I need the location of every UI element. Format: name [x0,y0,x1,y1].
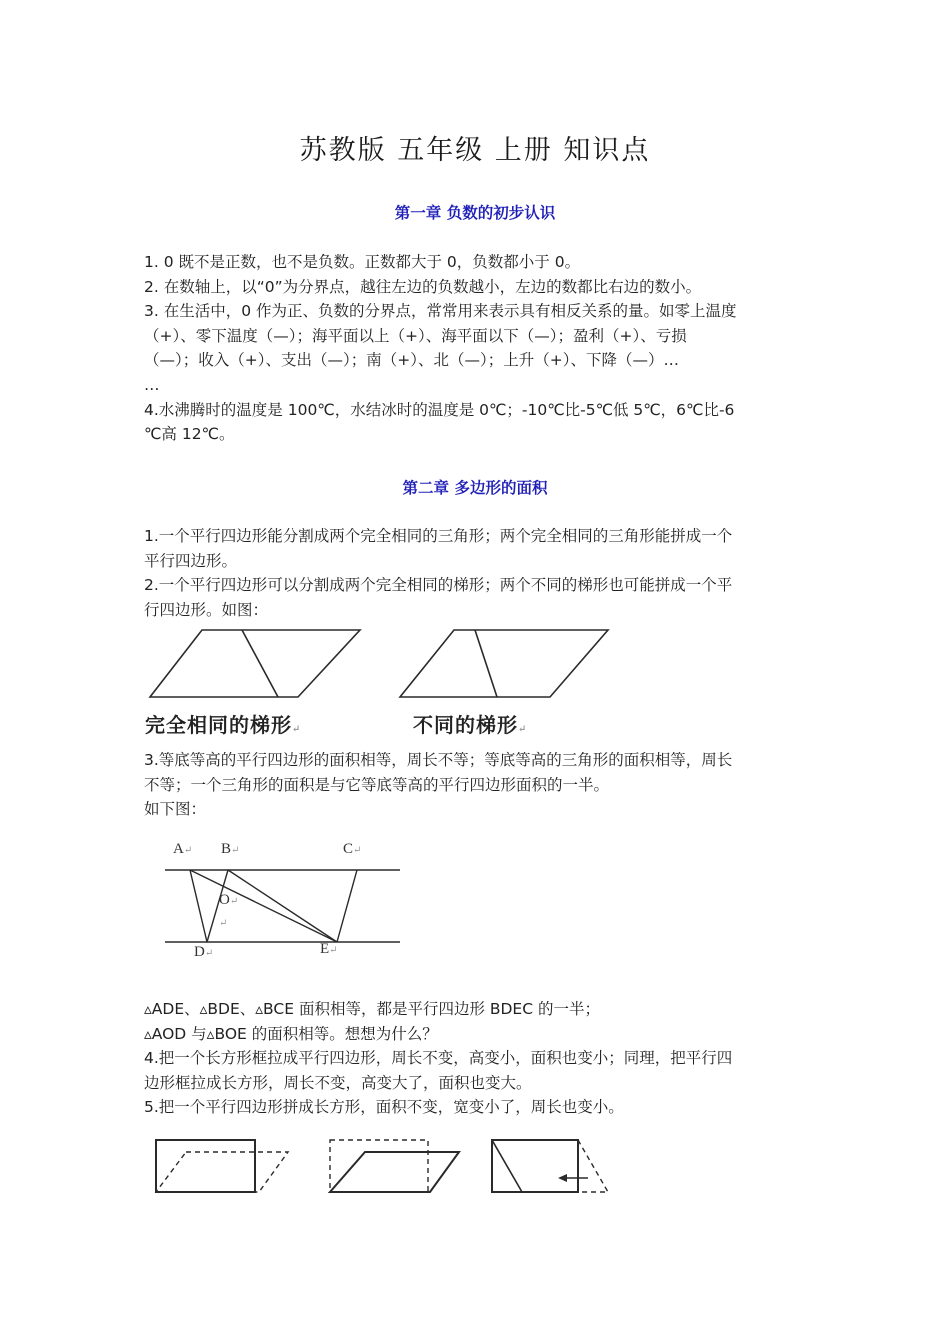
rectangle-3 [492,1140,578,1192]
dashed-parallelogram-1 [156,1152,288,1192]
point-label-O: O↵ [219,892,239,908]
chapter-2-body-2 [144,748,806,822]
chapter-2-body-3 [144,997,806,1120]
segment-BE [228,870,337,942]
page-title: 苏教版 五年级 上册 知识点 [299,135,651,166]
point-label-A: A↵ [173,841,193,857]
text-line: 不等；一个三角形的面积是与它等底等高的平行四边形面积的一半。 [144,775,610,794]
chapter-1-heading: 第一章 负数的初步认识 [394,204,556,222]
split-line-right [475,630,497,697]
point-label-C: C↵ [343,841,362,857]
rectangle-parallelogram-figure [150,1132,620,1202]
parallelogram-2 [330,1152,459,1192]
text-line: 4.把一个长方形框拉成平行四边形，周长不变，高变小，面积也变小；同理，把平行四 [144,1049,733,1068]
chapter-2-heading: 第二章 多边形的面积 [402,479,548,497]
point-label-D: D↵ [194,944,214,960]
text-line: 4.水沸腾时的温度是 100℃，水结冰时的温度是 0℃；-10℃比-5℃低 5℃，6℃比-6 [144,400,735,419]
text-line: 行四边形。如图： [144,600,269,619]
segment-AD [190,870,207,942]
text-line: 边形框拉成长方形，周长不变，高变大了，面积也变大。 [144,1073,532,1092]
split-line-left [242,630,278,697]
parallelogram-right [400,630,608,697]
text-line: ℃高 12℃。 [144,425,235,444]
point-label-B: B↵ [221,841,240,857]
return-mark: ↵ [219,918,228,929]
text-line: 5.把一个平行四边形拼成长方形，面积不变，宽变小了，周长也变小。 [144,1098,624,1117]
dashed-rectangle-2 [330,1140,428,1192]
point-label-E: E↵ [320,941,338,957]
chapter-2-body-1 [144,524,806,622]
triangle-area-figure [160,862,410,952]
arrow-left-icon [558,1174,567,1182]
text-line: 1.一个平行四边形能分割成两个完全相同的三角形；两个完全相同的三角形能拼成一个 [144,527,733,545]
text-line: ▵ADE、▵BDE、▵BCE 面积相等，都是平行四边形 BDEC 的一半； [144,1000,600,1018]
text-line: 2.一个平行四边形可以分割成两个完全相同的梯形；两个不同的梯形也可能拼成一个平 [144,576,733,595]
figure-caption-different: 不同的梯形↵ [413,713,528,737]
trapezoid-figure [140,622,620,707]
segment-CE [337,870,357,942]
chapter-1-body [144,250,806,447]
text-line: （+）、零下温度（—）；海平面以上（+）、海平面以下（—）；盈利（+）、亏损 [144,326,687,345]
cut-line-3 [492,1140,522,1192]
text-line: ▵AOD 与▵BOE 的面积相等。想想为什么？ [144,1024,438,1043]
figure-caption-same: 完全相同的梯形↵ [145,713,302,737]
text-line: … [144,375,160,394]
dashed-triangle-3 [578,1140,608,1192]
text-line: 1. 0 既不是正数，也不是负数。正数都大于 0，负数都小于 0。 [144,253,581,271]
text-line: （—）；收入（+）、支出（—）；南（+）、北（—）；上升（+）、下降（—）… [144,351,679,370]
rectangle-1 [156,1140,255,1192]
text-line: 2. 在数轴上，以“0”为分界点，越往左边的负数越小，左边的数都比右边的数小。 [144,277,702,296]
text-line: 如下图： [144,800,207,819]
text-line: 平行四边形。 [144,551,238,570]
segment-AE [190,870,337,942]
text-line: 3.等底等高的平行四边形的面积相等，周长不等；等底等高的三角形的面积相等，周长 [144,751,733,769]
parallelogram-left [150,630,360,697]
text-line: 3. 在生活中，0 作为正、负数的分界点，常常用来表示具有相反关系的量。如零上温度 [144,302,737,321]
